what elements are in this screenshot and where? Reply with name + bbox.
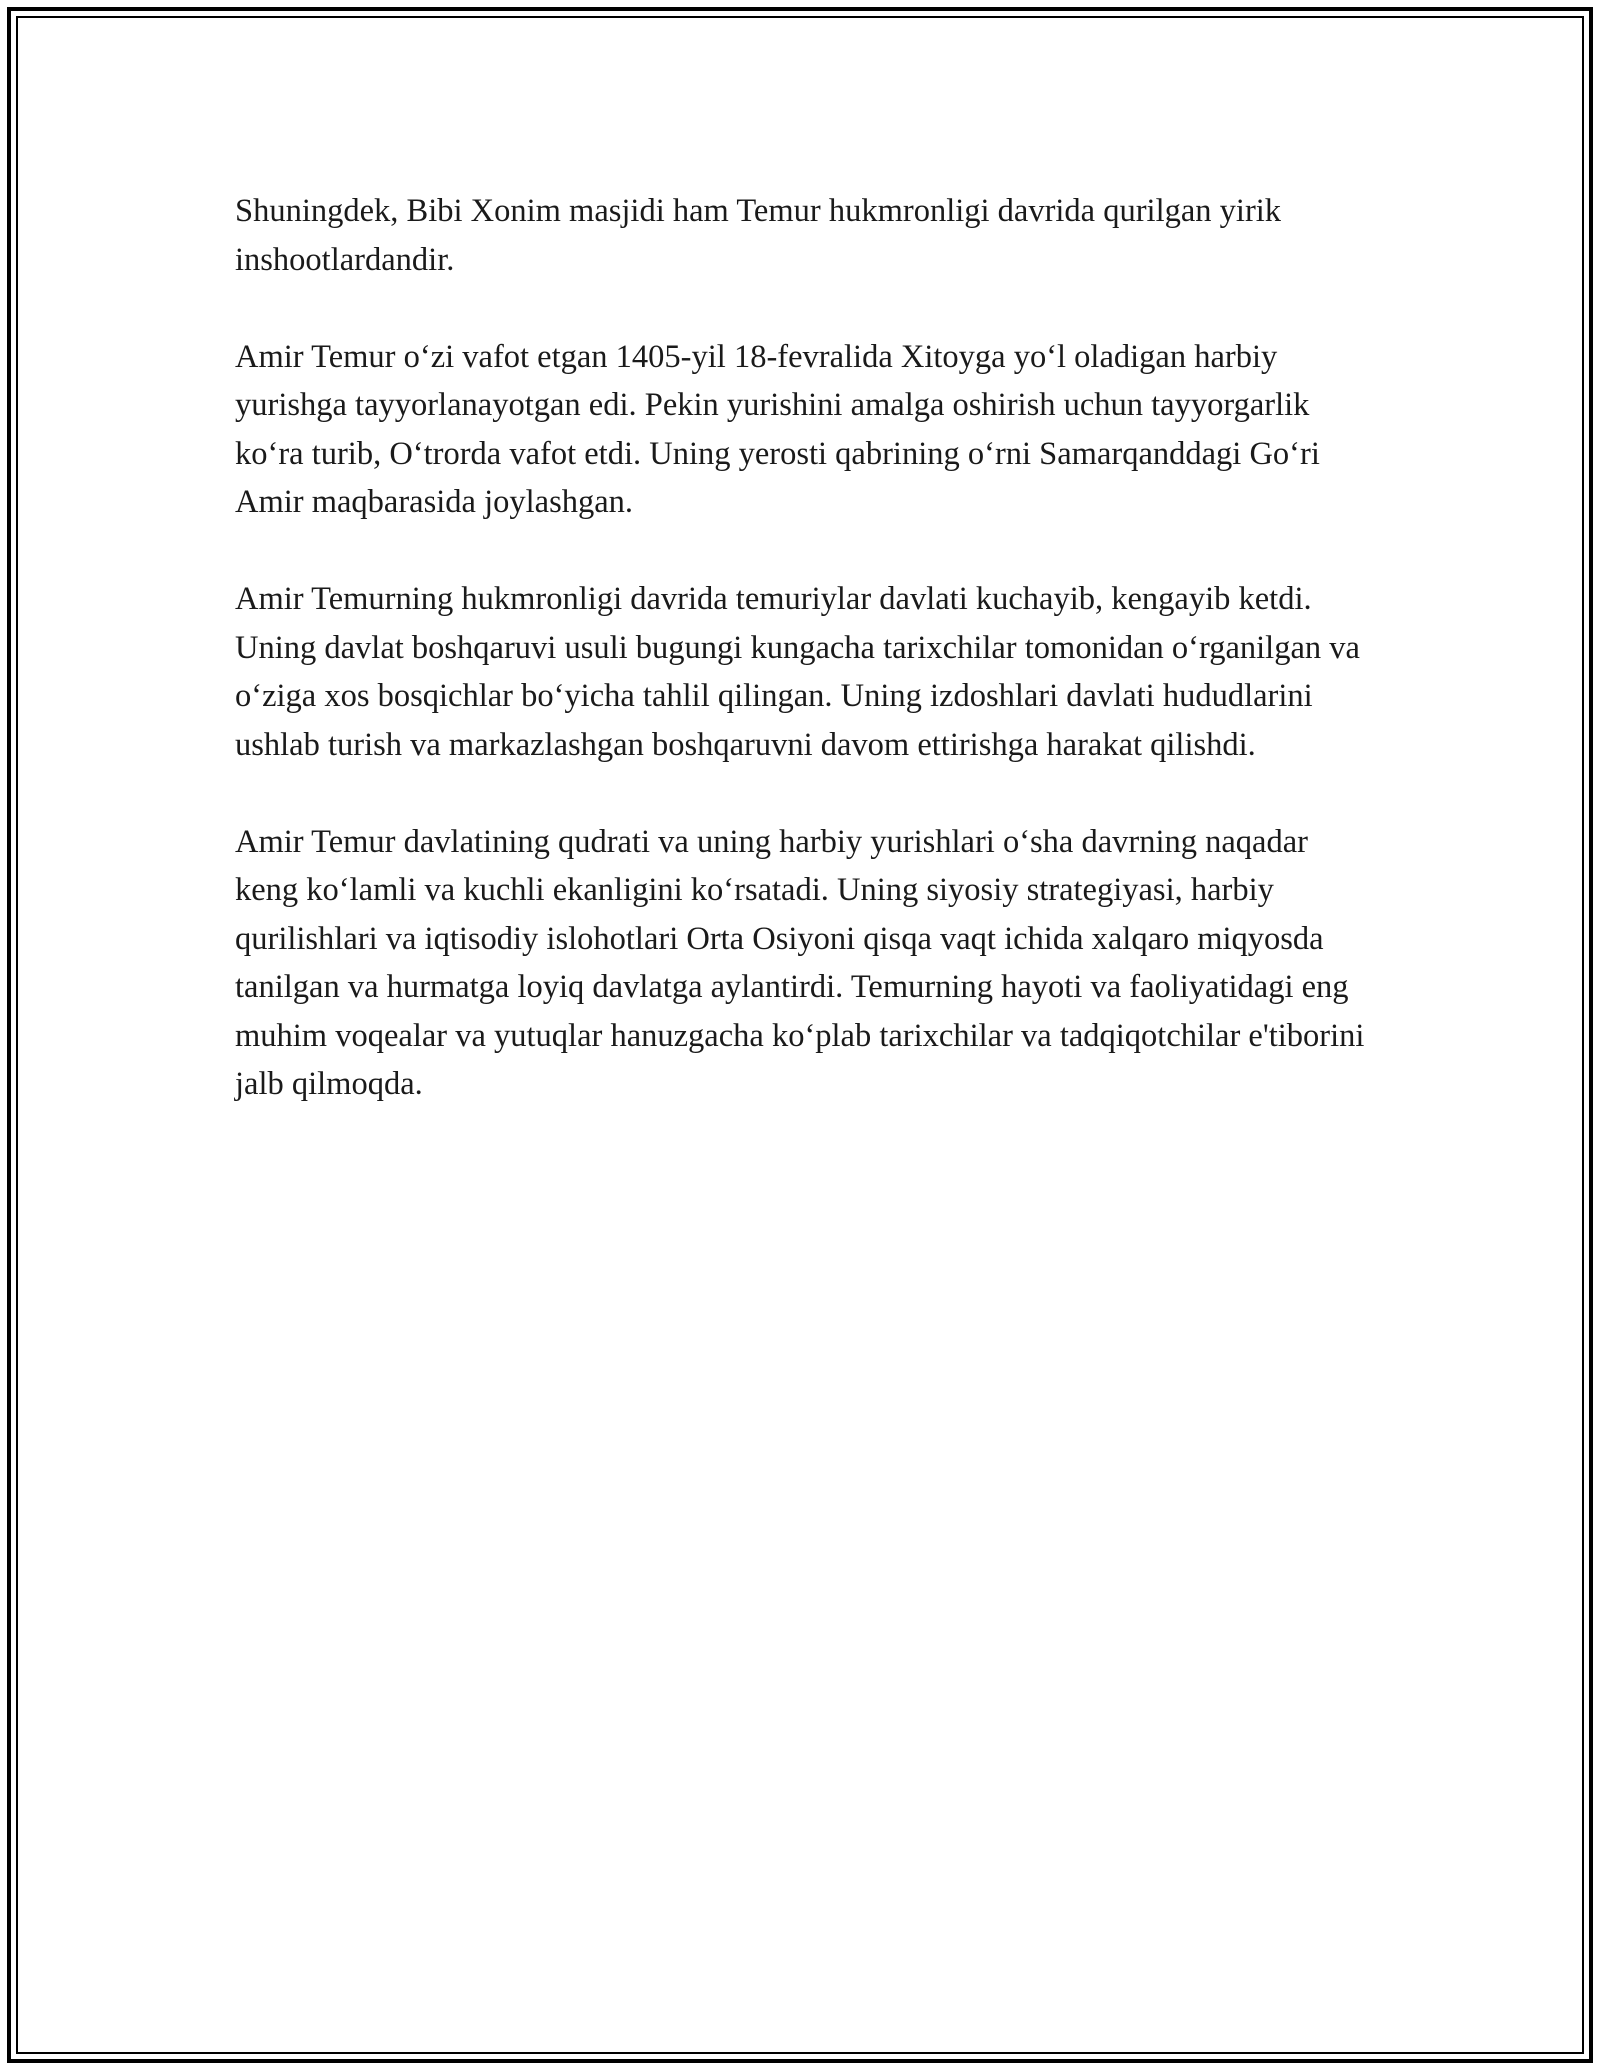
paragraph-3: Amir Temurning hukmronligi davrida temuriylar davlati kuchayib, kengayib ketdi. Uning davlat boshqaruvi usuli bugungi kungacha tarixchilar tomonidan o‘rganilgan va o‘ziga xos bosqichlar bo‘yicha tahlil qilingan. Uning izdoshlari davlati hududlarini ushlab turish va markazlashgan boshqaruvni davom ettirishga harakat qilishdi.: [235, 581, 1360, 763]
paragraph-4: Amir Temur davlatining qudrati va uning harbiy yurishlari o‘sha davrning naqadar keng ko‘lamli va kuchli ekanligini ko‘rsatadi. Uning siyosiy strategiyasi, harbiy qurilishlari va iqtisodiy islohotlari Orta Osiyoni qisqa vaqt ichida xalqaro miqyosda tanilgan va hurmatga loyiq davlatga aylantirdi. Temurning hayoti va faoliyatidagi eng muhim voqealar va yutuqlar hanuzgacha ko‘plab tarixchilar va tadqiqotchilar e'tiborini jalb qilmoqda.: [235, 823, 1365, 1102]
paragraph-2: Amir Temur o‘zi vafot etgan 1405-yil 18-fevralida Xitoyga yo‘l oladigan harbiy yurishga tayyorlanayotgan edi. Pekin yurishini amalga oshirish uchun tayyorgarlik ko‘ra turib, O‘trorda vafot etdi. Uning yerosti qabrining o‘rni Samarqanddagi Go‘ri Amir maqbarasida joylashgan.: [235, 338, 1320, 520]
paragraph-1: Shuningdek, Bibi Xonim masjidi ham Temur hukmronligi davrida qurilgan yirik inshootlardandir.: [235, 193, 1282, 278]
document-body: [235, 187, 1375, 1157]
